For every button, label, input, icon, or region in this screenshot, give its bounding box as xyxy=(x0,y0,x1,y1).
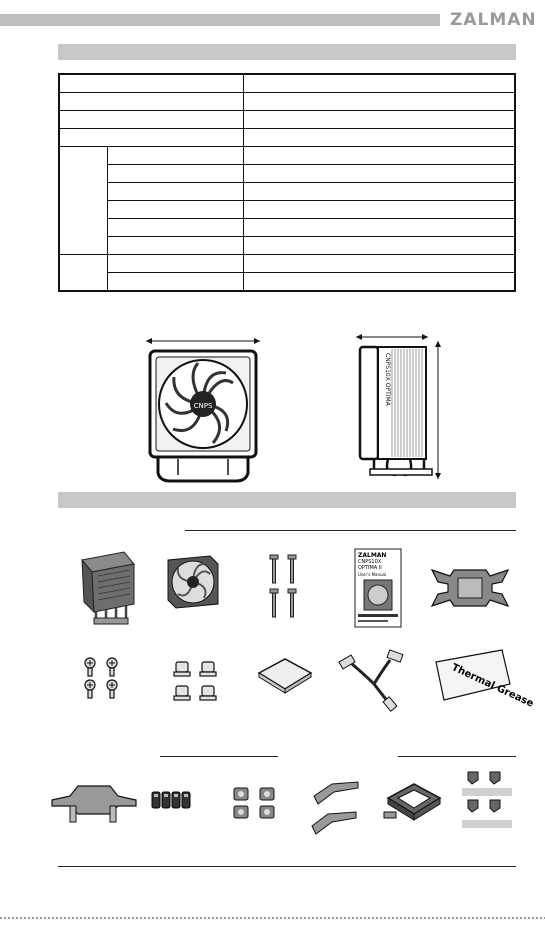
cooler-front-view-drawing xyxy=(138,333,268,488)
table-row xyxy=(59,165,515,183)
section-header-components xyxy=(58,492,516,508)
table-row xyxy=(59,255,515,273)
intel-parts-heading-rule xyxy=(160,756,278,757)
table-row xyxy=(59,237,515,255)
table-cell xyxy=(108,201,244,219)
table-cell xyxy=(244,201,516,219)
table-row xyxy=(59,183,515,201)
fan-screws-image xyxy=(262,553,306,623)
header-bar-gap xyxy=(440,14,450,26)
spacers-image xyxy=(230,784,280,824)
manual-model-variant: OPTIMA II xyxy=(358,565,382,571)
table-cell xyxy=(244,93,516,111)
intel-backplate-bracket-image xyxy=(428,562,512,612)
thermal-grease-label: Thermal Grease xyxy=(449,662,536,710)
thermal-pad-image xyxy=(255,655,315,697)
table-cell xyxy=(108,237,244,255)
amd-brackets-image xyxy=(308,778,362,842)
table-row xyxy=(59,147,515,165)
table-cell xyxy=(244,255,516,273)
table-cell xyxy=(244,129,516,147)
retention-clips-image xyxy=(462,770,514,832)
standoff-nuts-image xyxy=(170,658,220,706)
table-row xyxy=(59,129,515,147)
user-manual-image xyxy=(354,548,402,628)
table-cell xyxy=(244,74,516,93)
spec-table xyxy=(58,73,516,292)
table-cell xyxy=(244,183,516,201)
brand-logo: ZALMAN xyxy=(450,10,537,30)
header-bar xyxy=(0,14,440,26)
table-cell xyxy=(108,183,244,201)
thermal-grease-image xyxy=(430,648,536,710)
components-heading-rule xyxy=(185,530,516,531)
table-cell xyxy=(108,255,244,273)
mounting-bracket-image xyxy=(48,782,140,832)
table-cell xyxy=(59,74,244,93)
section-header-specs xyxy=(58,44,516,60)
table-cell xyxy=(108,165,244,183)
table-cell xyxy=(108,147,244,165)
manual-brand: ZALMAN xyxy=(358,552,387,559)
table-cell xyxy=(59,255,108,292)
table-row xyxy=(59,93,515,111)
page-bottom-dotted-edge xyxy=(0,917,545,919)
table-cell xyxy=(108,219,244,237)
table-cell xyxy=(59,147,108,255)
table-cell xyxy=(244,111,516,129)
table-cell xyxy=(59,111,244,129)
fan-part-image xyxy=(162,552,222,612)
cooler-side-view-drawing xyxy=(348,333,448,483)
amd-parts-heading-rule xyxy=(398,756,516,757)
fan-hub-logo: CNPS xyxy=(193,402,213,410)
side-product-label: CNPS10X OPTIMA xyxy=(384,353,391,406)
footer-rule xyxy=(58,866,516,867)
table-cell xyxy=(244,273,516,292)
heatsink-part-image xyxy=(72,548,142,628)
table-row xyxy=(59,74,515,93)
table-cell xyxy=(59,129,244,147)
hex-nuts-image xyxy=(150,788,194,812)
manual-model: CNPS10X xyxy=(358,559,382,565)
mounting-bolts-image xyxy=(80,655,124,703)
manual-subtitle: User's Manual xyxy=(358,572,387,577)
table-row xyxy=(59,273,515,292)
table-row xyxy=(59,219,515,237)
table-cell xyxy=(244,219,516,237)
table-cell xyxy=(59,93,244,111)
table-cell xyxy=(244,237,516,255)
table-cell xyxy=(108,273,244,292)
table-row xyxy=(59,111,515,129)
table-row xyxy=(59,201,515,219)
fan-splitter-cable-image xyxy=(338,648,410,712)
backplate-image xyxy=(382,780,446,830)
table-cell xyxy=(244,147,516,165)
table-cell xyxy=(244,165,516,183)
